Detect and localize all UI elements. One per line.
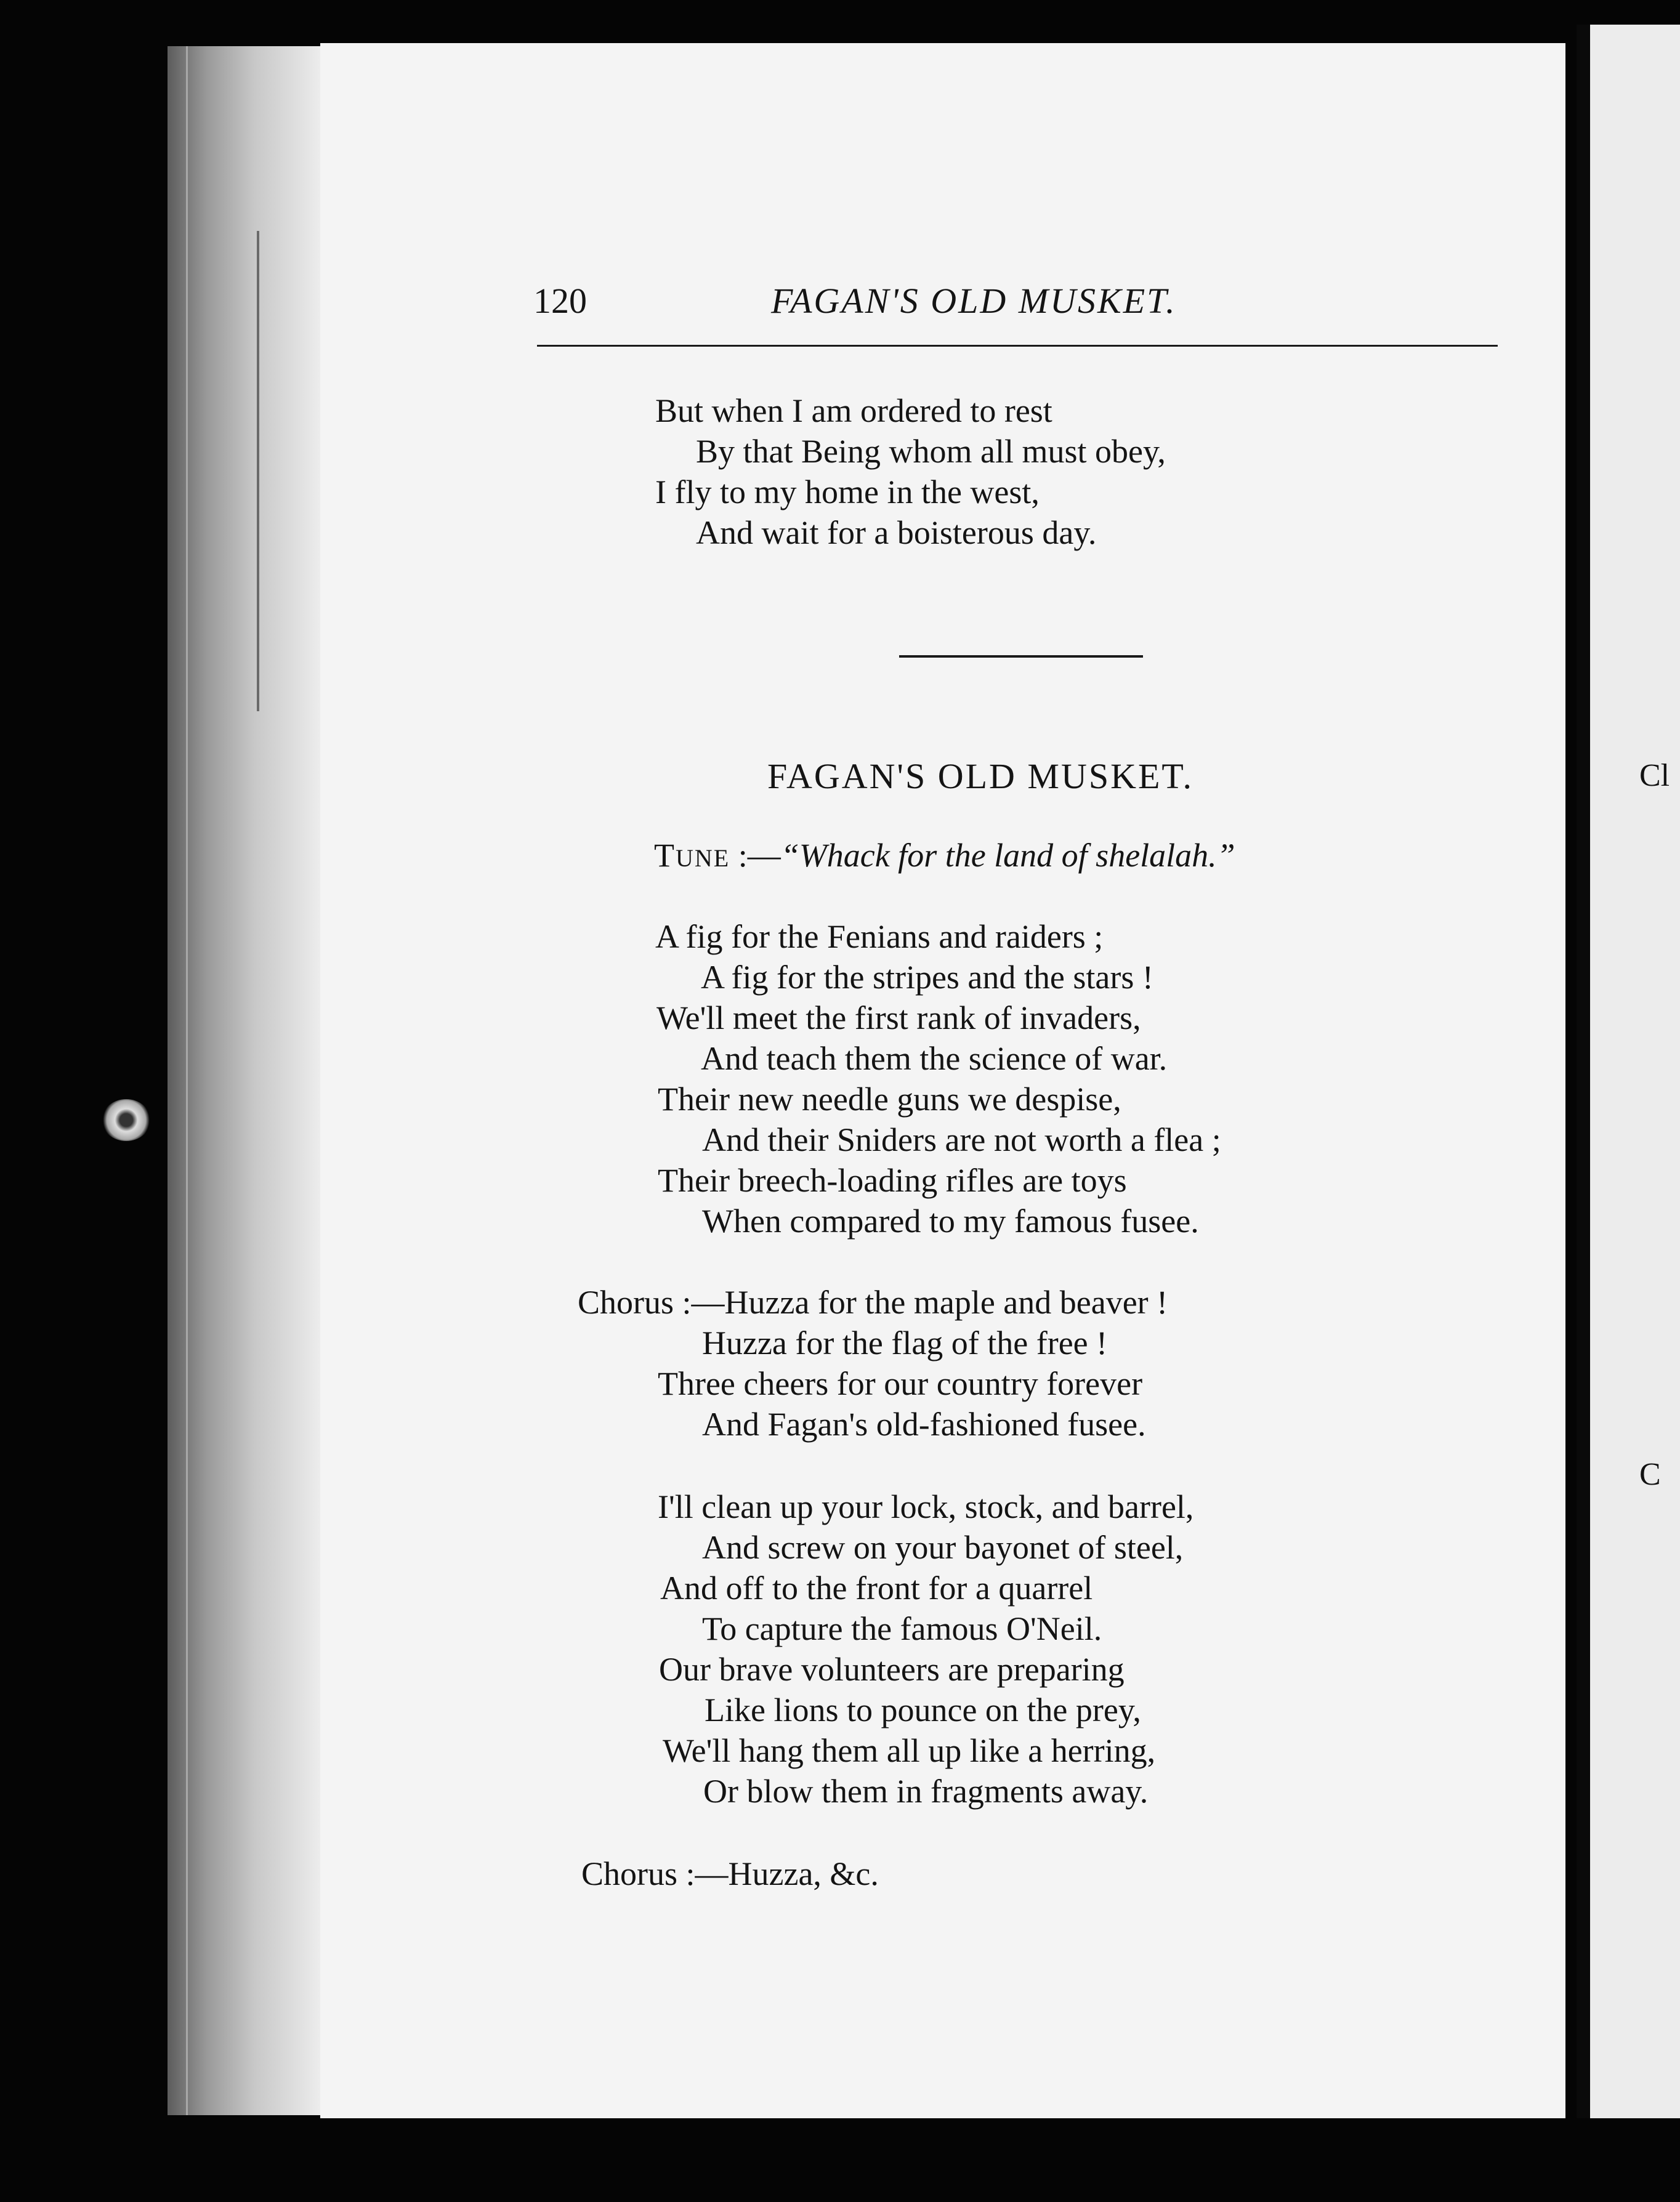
verse-line: We'll meet the first rank of invaders,	[656, 999, 1141, 1036]
page-edge-line	[257, 231, 259, 711]
verse-line: Like lions to pounce on the prey,	[705, 1692, 1141, 1728]
verse-line: And teach them the science of war.	[701, 1040, 1168, 1077]
chorus-line: Three cheers for our country forever	[658, 1365, 1143, 1402]
facing-page-fragment: C	[1639, 1457, 1661, 1492]
verse-line: Our brave volunteers are preparing	[659, 1651, 1125, 1688]
page-number: 120	[533, 281, 587, 321]
verse-line: Or blow them in fragments away.	[703, 1773, 1149, 1810]
chorus-line: Huzza for the flag of the free !	[702, 1325, 1108, 1361]
verse-line: Their breech-loading rifles are toys	[658, 1162, 1127, 1199]
chorus-line: Chorus :—Huzza for the maple and beaver !	[578, 1284, 1168, 1321]
tune-label	[654, 837, 730, 874]
poem-line: By that Being whom all must obey,	[696, 433, 1166, 470]
facing-page-fragment: Cl	[1639, 758, 1670, 793]
verse-line: I'll clean up your lock, stock, and barrel,	[658, 1488, 1194, 1525]
tune-name: “Whack for the land of shelalah.”	[780, 837, 1235, 874]
tune-label-initial: T	[654, 837, 676, 874]
verse-line: A fig for the Fenians and raiders ;	[655, 918, 1104, 955]
verse-line: To capture the famous O'Neil.	[702, 1610, 1102, 1647]
verse-line: We'll hang them all up like a herring,	[663, 1732, 1156, 1769]
verse-line: And screw on your bayonet of steel,	[702, 1529, 1184, 1566]
poem-line: I fly to my home in the west,	[655, 474, 1040, 510]
verse-line: A fig for the stripes and the stars !	[701, 959, 1153, 996]
section-separator	[899, 655, 1143, 658]
page-edge-line	[186, 46, 188, 2115]
header-rule	[537, 345, 1498, 347]
tune-line	[654, 839, 1235, 872]
scan-blemish	[102, 1099, 151, 1141]
book-page-edges	[168, 46, 326, 2115]
song-title: FAGAN'S OLD MUSKET.	[767, 756, 1194, 796]
chorus-repeat: Chorus :—Huzza, &c.	[581, 1855, 879, 1892]
tune-separator: :—	[730, 837, 781, 874]
tune-label-rest: UNE	[676, 844, 730, 872]
verse-line: And their Sniders are not worth a flea ;	[702, 1121, 1221, 1158]
running-title: FAGAN'S OLD MUSKET.	[771, 281, 1177, 321]
verse-line: And off to the front for a quarrel	[660, 1570, 1093, 1607]
chorus-line: And Fagan's old-fashioned fusee.	[702, 1406, 1146, 1443]
poem-line: And wait for a boisterous day.	[696, 514, 1097, 551]
verse-line: Their new needle guns we despise,	[658, 1081, 1121, 1118]
facing-page	[1577, 25, 1680, 2118]
verse-line: When compared to my famous fusee.	[702, 1203, 1199, 1240]
poem-line: But when I am ordered to rest	[655, 392, 1052, 429]
